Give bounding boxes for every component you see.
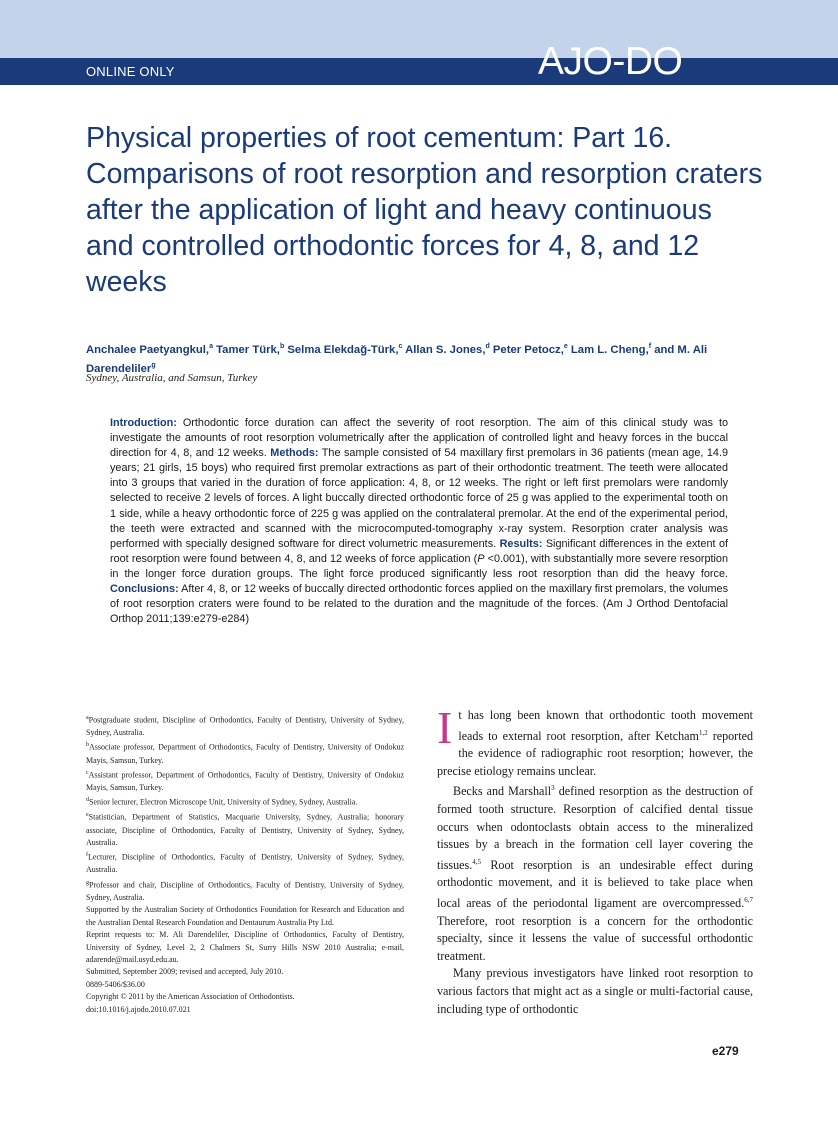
footnote-sup: g [86,879,89,886]
footnote [86,849,404,876]
article-title: Physical properties of root cementum: Part 16. Comparisons of root resorption and resorption craters after the application of light and heavy continuous and controlled orthodontic forces for 4, 8, and 12 weeks [86,122,763,298]
footnote-text: Professor and chair, Discipline of Orthodontics, Faculty of Dentistry, University of Sydney, Sydney, Australia. [86,880,404,902]
footnote-sup: a [86,715,89,721]
author-list [86,339,766,377]
body-text: defined resorption as the destruction of formed tooth structure. Resorption of calcified dental tissue occurs when odontoclasts obtain access to the mineralized tissues by a breach in the formation cell layer covering the tissues. [437,784,753,872]
submission-dates: Submitted, September 2009; revised and accepted, July 2010. [86,967,284,977]
footnote [86,739,404,766]
body-paragraph: Many previous investigators have linked root resorption to various factors that might act as a single or multi-factorial cause, including type of orthodontic [437,966,753,1016]
abstract-methods-label: Methods: [270,447,319,460]
abstract-results-text: Significant differences in the extent of root resorption were found between 4, 8, and 12 weeks of force application ( [110,537,728,565]
abstract-p-value: P [477,552,485,565]
reprint-requests: Reprint requests to: M. Ali Darendeliler, Discipline of Orthodontics, Faculty of Dentistry, University of Sydney, Level 2, 2 Chalmers St, Surry Hills NSW 2010 Australia; e-mail, adarende@mail.usyd.edu.au. [86,930,404,964]
author-affil-sup: e [563,343,568,350]
author: Lam L. Cheng, [567,343,649,356]
abstract-conclusions-text: After 4, 8, or 12 weeks of buccally directed orthodontic forces applied on the maxillary first premolars, the volumes of root resorption craters were found to be related to the duration and the magnitude of the forces. (Am J Orthod Dentofacial Orthop 2011;139:e279-e284) [110,583,728,626]
reference-sup: 3 [551,784,555,793]
author-affil-sup: g [151,361,156,369]
reference-sup: 1,2 [698,728,708,737]
author-location: Sydney, Australia, and Samsun, Turkey [86,372,258,384]
online-only-label: ONLINE ONLY [86,64,175,79]
footnote [86,767,404,794]
body-text: Root resorption is an undesirable effect during orthodontic movement, and it is believed to take place when local areas of the periodontal ligament are overcompressed. [437,857,753,911]
footnote-sup: c [86,769,89,776]
issn-price: 0889-5406/$36.00 [86,979,145,989]
footnote [86,809,404,849]
author-affil-sup: b [279,343,285,350]
abstract-intro-label: Introduction: [110,417,177,429]
page-number: e279 [712,1044,739,1058]
body-text: t has long been known that orthodontic tooth movement leads to external root resorption, after Ketcham [458,708,753,743]
author-affil-sup: c [398,343,403,350]
body-paragraph [437,702,753,780]
body-text: reported the evidence of radiographic root resorption; however, the precise etiology remains unclear. [437,728,753,778]
drop-cap: I [437,702,453,753]
author: Peter Petocz, [489,343,564,356]
author: Allan S. Jones, [402,343,486,356]
body-text: Becks and Marshall [453,784,552,799]
body-text-column [437,702,753,1018]
author: and M. Ali Darendeliler [86,343,708,375]
footnote [86,712,404,739]
header-top-band [0,0,838,58]
author: Selma Elekdağ-Türk, [284,343,399,356]
author-affil-sup: d [485,343,490,350]
reference-sup: 4,5 [472,857,482,866]
author-affil-sup: f [648,343,652,350]
abstract-methods-text: The sample consisted of 54 maxillary first premolars in 36 patients (mean age, 14.9 years; 21 girls, 15 boys) who required first premolar extractions as part of their orthodontic treatment. The teeth were allocated into 3 groups that varied in the duration of force application: 4, 8, or 12 weeks. The right or left first premolars were randomly selected to receive 2 levels of forces. A light buccally directed orthodontic force of 25 g was applied to the experimental tooth on 1 side, while a heavy orthodontic force of 225 g was applied on the contralateral premolar. At the end of the experimental period, the teeth were extracted and scanned with the microcomputed-tomography x-ray system. Resorption crater analysis was performed with specially designed software for direct volumetric measurements. [110,447,728,550]
footnote [86,877,404,904]
abstract [110,416,728,627]
footnote-text: Senior lecturer, Electron Microscope Unit, University of Sydney, Sydney, Australia. [89,798,358,808]
footnote-text: Assistant professor, Department of Orthodontics, Faculty of Dentistry, University of Ondokuz Mayis, Samsun, Turkey. [86,770,404,792]
copyright-line: Copyright © 2011 by the American Association of Orthodontists. [86,992,295,1002]
abstract-results-label: Results: [499,537,543,550]
body-text: Therefore, root resorption is a concern for the orthodontic specialty, since it lessens the value of successful orthodontic treatment. [437,913,753,963]
reference-sup: 6,7 [744,896,753,905]
author-affil-sup: a [209,343,213,350]
footnote-text: Lecturer, Discipline of Orthodontics, Faculty of Dentistry, University of Sydney, Sydney, Australia. [86,853,404,875]
footnote-text: Associate professor, Department of Orthodontics, Faculty of Dentistry, University of Ondokuz Mayis, Samsun, Turkey. [86,743,404,765]
footnote-text: Statistician, Department of Statistics, Macquarie University, Sydney, Australia; honorary associate, Discipline of Orthodontics, Faculty of Dentistry, University of Sydney, Sydney, Australia. [86,813,404,847]
footnote-sup: b [86,742,89,749]
author: Anchalee Paetyangkul, [86,343,210,356]
journal-logo: AJO-DO [538,40,683,83]
footnote-sup: d [86,797,89,804]
footnote-text: Postgraduate student, Discipline of Orthodontics, Faculty of Dentistry, University of Sydney, Sydney, Australia. [86,715,404,738]
footnote-sup: f [86,852,88,859]
doi-line: doi:10.1016/j.ajodo.2010.07.021 [86,1004,191,1014]
footnotes [86,712,404,1016]
abstract-results-text: <0.001), with substantially more severe resorption in the longer force duration groups. The light force produced significantly less root resorption than did the heavy force. [110,552,728,580]
footnote-sup: e [86,812,89,819]
abstract-intro-text: Orthodontic force duration can affect the severity of root resorption. The aim of this clinical study was to investigate the amounts of root resorption volumetrically after the application of controlled light and heavy forces in the buccal direction for 4, 8, and 12 weeks. [110,417,728,460]
funding-note: Supported by the Australian Society of Orthodontics Foundation for Research and Education and the Australian Dental Research Foundation and Dentaurum Australia Pty Ltd. [86,905,404,927]
footnote [86,794,404,809]
author: Tamer Türk, [212,343,280,356]
abstract-conclusions-label: Conclusions: [110,583,179,596]
body-paragraph [437,780,753,965]
